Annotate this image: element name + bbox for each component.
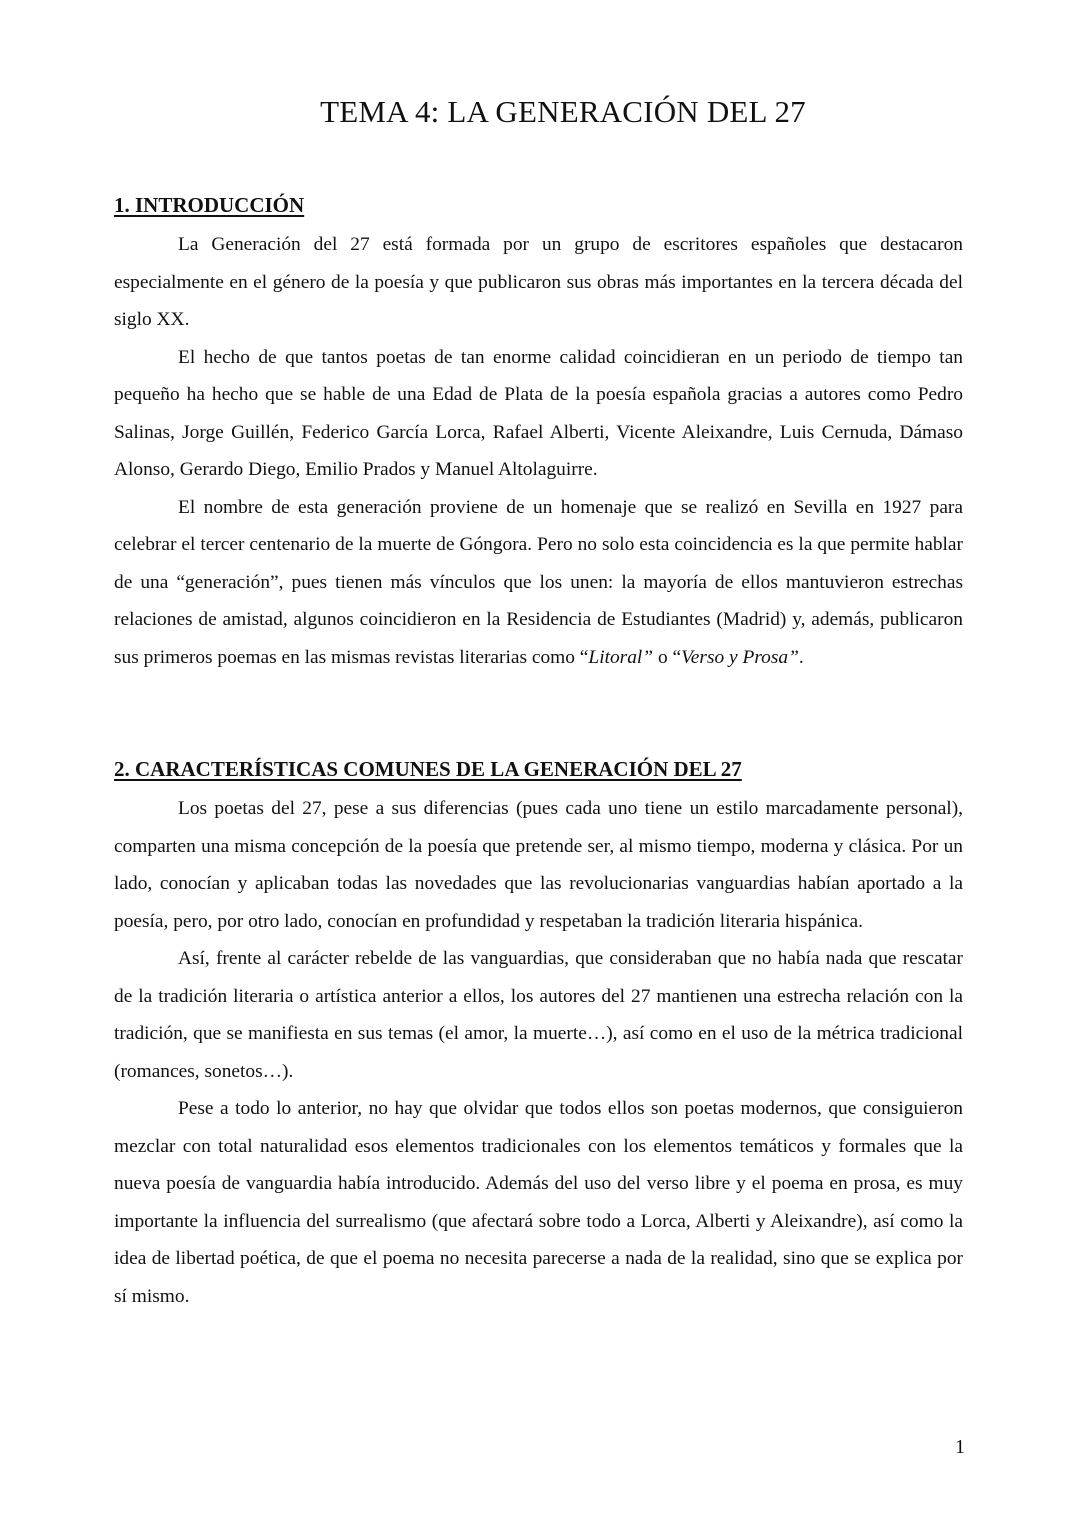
- paragraph-4: Los poetas del 27, pese a sus diferencias (pues cada uno tiene un estilo marcadamente personal), comparten una misma concepción de la poesía que pretende ser, al mismo tiempo, moderna y clásica. Por un lado, conocían y aplicaban todas las novedades que las revolucionarias vanguardias habían aportado a la poesía, pero, por otro lado, conocían en profundidad y respetaban la tradición literaria hispánica.: [114, 798, 963, 932]
- paragraph-1: La Generación del 27 está formada por un grupo de escritores españoles que destacaron especialmente en el género de la poesía y que publicaron sus obras más importantes en la tercera década del siglo XX.: [114, 234, 963, 330]
- paragraph-3: [114, 489, 963, 677]
- paragraph-6: Pese a todo lo anterior, no hay que olvidar que todos ellos son poetas modernos, que consiguieron mezclar con total naturalidad esos elementos tradicionales con los elementos temáticos y formales que la nueva poesía de vanguardia había introducido. Además del uso del verso libre y el poema en prosa, es muy importante la influencia del surrealismo (que afectará sobre todo a Lorca, Alberti y Aleixandre), así como la idea de libertad poética, de que el poema no necesita parecerse a nada de la realidad, sino que se explica por sí mismo.: [114, 1098, 963, 1307]
- section-caracteristicas: [114, 752, 963, 1315]
- section-heading-introduccion: 1. INTRODUCCIÓN: [114, 193, 305, 217]
- page-title: TEMA 4: LA GENERACIÓN DEL 27: [320, 94, 806, 129]
- paragraph-5: Así, frente al carácter rebelde de las vanguardias, que consideraban que no había nada que rescatar de la tradición literaria o artística anterior a ellos, los autores del 27 mantienen una estrecha relación con la tradición, que se manifiesta en sus temas (el amor, la muerte…), así como en el uso de la métrica tradicional (romances, sonetos…).: [114, 948, 963, 1082]
- paragraph-2: El hecho de que tantos poetas de tan enorme calidad coincidieran en un periodo de tiempo tan pequeño ha hecho que se hable de una Edad de Plata de la poesía española gracias a autores como Pedro Salinas, Jorge Guillén, Federico García Lorca, Rafael Alberti, Vicente Aleixandre, Luis Cernuda, Dámaso Alonso, Gerardo Diego, Emilio Prados y Manuel Altolaguirre.: [114, 346, 963, 480]
- paragraph-3-text: El nombre de esta generación proviene de un homenaje que se realizó en Sevilla en 1927 para celebrar el tercer centenario de la muerte de Góngora. Pero no solo esta coincidencia es la que permite hablar de una “generación”, pues tienen más vínculos que los unen: la mayoría de ellos mantuvieron estrechas relaciones de amistad, algunos coincidieron en la Residencia de Estudiantes (Madrid) y, además, publicaron sus primeros poemas en las mismas revistas literarias como “: [114, 496, 963, 668]
- journal-title-litoral: Litoral”: [588, 646, 654, 668]
- page-number: 1: [955, 1436, 965, 1458]
- paragraph-3-end: .: [798, 646, 804, 668]
- section-introduccion: [114, 188, 963, 676]
- section-heading-caracteristicas: 2. CARACTERÍSTICAS COMUNES DE LA GENERACIÓN DEL 27: [114, 757, 742, 781]
- paragraph-3-middle: o “: [653, 646, 682, 668]
- journal-title-verso-y-prosa: Verso y Prosa”: [681, 646, 799, 668]
